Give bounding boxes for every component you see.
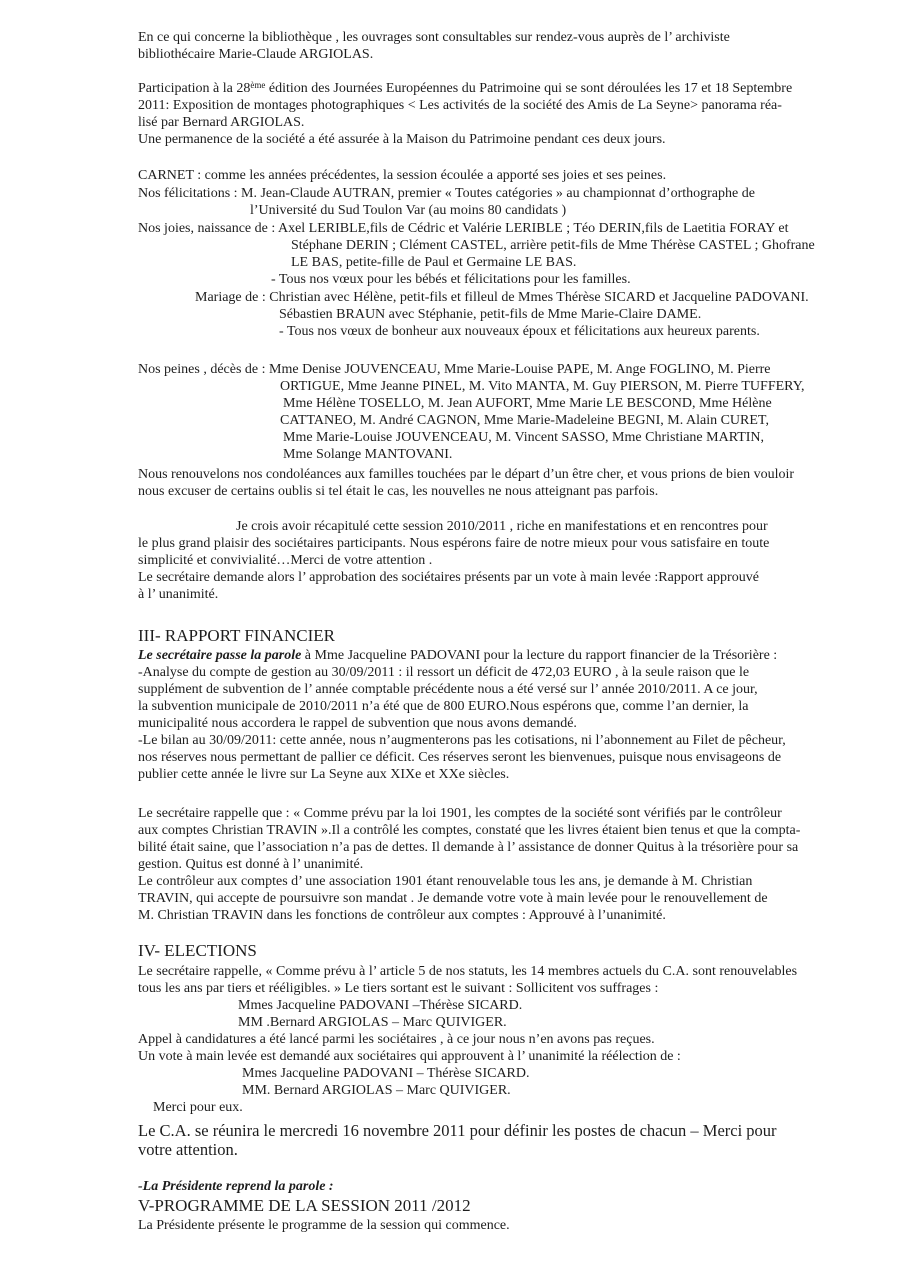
text-line: Nos peines , décès de : Mme Denise JOUVENCEAU, Mme Marie-Louise PAPE, M. Ange FOGLINO, M. Pierre [138,362,771,377]
recap-paragraph [138,518,868,603]
text-line: Je crois avoir récapitulé cette session 2010/2011 , riche en manifestations et en rencontres pour [236,519,768,534]
text-fragment: édition des Journées Européennes du Patrimoine qui se sont déroulées les 17 et 18 Septembre [265,81,793,96]
text-line: CATTANEO, M. André CAGNON, Mme Marie-Madeleine BEGNI, M. Alain CURET, [280,413,769,428]
text-line: MM. Bernard ARGIOLAS – Marc QUIVIGER. [242,1083,511,1098]
carnet-condoleances [138,466,868,500]
financier-paragraph [138,647,868,783]
text-line: Nos félicitations : M. Jean-Claude AUTRAN, premier « Toutes catégories » au championnat d’orthographe de [138,186,755,201]
text-line: Mme Marie-Louise JOUVENCEAU, M. Vincent SASSO, Mme Christiane MARTIN, [283,430,765,445]
text-line: ORTIGUE, Mme Jeanne PINEL, M. Vito MANTA, M. Guy PIERSON, M. Pierre TUFFERY, [280,379,805,394]
carnet-joies [138,220,868,288]
text-line: TRAVIN, qui accepte de poursuivre son mandat . Je demande votre vote à main levée pour le renouvellement de [138,891,768,906]
presidente-line: -La Présidente reprend la parole : [138,1179,334,1194]
text-line: aux comptes Christian TRAVIN ».Il a contrôlé les comptes, constaté que les livres étaient bien tenus et que la compta- [138,823,801,838]
carnet-peines [138,361,868,463]
library-paragraph [138,29,868,63]
text-line: Mmes Jacqueline PADOVANI –Thérèse SICARD. [238,998,523,1013]
text-line: nos réserves nous permettant de pallier ce déficit. Ces réserves seront les bienvenues, puisque nous envisageons de [138,750,782,765]
text-line: bilité était saine, que l’association n’a pas de dettes. Il demande à l’ assistance de donner Quitus à la trésorière pour sa [138,840,799,855]
text-line: Nous renouvelons nos condoléances aux familles touchées par le départ d’un être cher, et vous prions de bien vouloir [138,467,795,482]
section-heading-financier: III- RAPPORT FINANCIER [138,626,336,645]
controleur-paragraph [138,805,868,924]
text-line: nous excuser de certains oublis si tel était le cas, les nouvelles ne nous atteignant pas parfois. [138,484,659,499]
carnet-felicitations [138,185,868,219]
text-line: En ce qui concerne la bibliothèque , les ouvrages sont consultables sur rendez-vous auprès de l’ archiviste [138,30,730,45]
text-line: Appel à candidatures a été lancé parmi les sociétaires , à ce jour nous n’en avons pas reçues. [138,1032,655,1047]
bold-intro: Le secrétaire passe la parole [138,648,302,663]
text-line: Stéphane DERIN ; Clément CASTEL, arrière petit-fils de Mme Thérèse CASTEL ; Ghofrane [291,238,815,253]
section-heading-elections: IV- ELECTIONS [138,941,257,960]
text-line: Mmes Jacqueline PADOVANI – Thérèse SICARD. [242,1066,530,1081]
text-line: bibliothécaire Marie-Claude ARGIOLAS. [138,47,374,62]
text-line: Le C.A. se réunira le mercredi 16 novembre 2011 pour définir les postes de chacun – Merci pour [138,1121,777,1140]
text-line: LE BAS, petite-fille de Paul et Germaine LE BAS. [291,255,577,270]
text-line: à l’ unanimité. [138,587,219,602]
text-line: tous les ans par tiers et rééligibles. » Le tiers sortant est le suivant : Sollicitent vos suffrages : [138,981,659,996]
text-line: publier cette année le livre sur La Seyne aux XIXe et XXe siècles. [138,767,510,782]
carnet-intro [138,167,868,184]
text-line: Le secrétaire rappelle que : « Comme prévu par la loi 1901, les comptes de la société sont vérifiés par le contrôleur [138,806,782,821]
text-line: Le secrétaire demande alors l’ approbation des sociétaires présents par un vote à main levée :Rapport approuvé [138,570,759,585]
text-line: Mme Hélène TOSELLO, M. Jean AUFORT, Mme Marie LE BESCOND, Mme Hélène [283,396,772,411]
text-line: Nos joies, naissance de : Axel LERIBLE,fils de Cédric et Valérie LERIBLE ; Téo DERIN,fils de Laetitia FORAY et [138,221,789,236]
text-line: municipalité nous accordera le rappel de subvention que nous avons demandé. [138,716,577,731]
text-line: Une permanence de la société a été assurée à la Maison du Patrimoine pendant ces deux jours. [138,132,666,147]
text-line: Le secrétaire rappelle, « Comme prévu à l’ article 5 de nos statuts, les 14 membres actuels du C.A. sont renouvelables [138,964,798,979]
text-line: lisé par Bernard ARGIOLAS. [138,115,305,130]
text-line: Mariage de : Christian avec Hélène, petit-fils et filleul de Mmes Thérèse SICARD et Jacqueline PADOVANI. [195,290,809,305]
text-line: gestion. Quitus est donné à l’ unanimité. [138,857,364,872]
text-fragment: à Mme Jacqueline PADOVANI pour la lecture du rapport financier de la Trésorière : [301,648,778,663]
text-line: Le contrôleur aux comptes d’ une association 1901 étant renouvelable tous les ans, je demande à M. Christian [138,874,753,889]
text-line: votre attention. [138,1140,238,1159]
text-line: -Analyse du compte de gestion au 30/09/2011 : il ressort un déficit de 472,03 EURO , à la seule raison que le [138,665,750,680]
superscript: ème [250,80,266,90]
ca-announcement [138,1121,868,1159]
elections-paragraph [138,963,868,1116]
text-line: Un vote à main levée est demandé aux sociétaires qui approuvent à l’ unanimité la réélection de : [138,1049,681,1064]
text-line: - Tous nos vœux de bonheur aux nouveaux époux et félicitations aux heureux parents. [279,324,760,339]
text-line: simplicité et convivialité…Merci de votre attention . [138,553,433,568]
text-line: CARNET : comme les années précédentes, la session écoulée a apporté ses joies et ses peines. [138,168,667,183]
text-line: 2011: Exposition de montages photographiques < Les activités de la société des Amis de La Seyne> panorama réa- [138,98,782,113]
text-line: MM .Bernard ARGIOLAS – Marc QUIVIGER. [238,1015,507,1030]
text-line: M. Christian TRAVIN dans les fonctions de contrôleur aux comptes : Approuvé à l’unanimité. [138,908,666,923]
programme-intro: La Présidente présente le programme de la session qui commence. [138,1218,510,1233]
text-line: le plus grand plaisir des sociétaires participants. Nous espérons faire de notre mieux pour vous satisfaire en toute [138,536,770,551]
text-fragment: Participation à la 28 [138,81,251,96]
text-line: -Le bilan au 30/09/2011: cette année, nous n’augmenterons pas les cotisations, ni l’abonnement au Filet de pêcheur, [138,733,786,748]
text-line [138,80,868,97]
text-line [138,647,868,664]
text-line: l’Université du Sud Toulon Var (au moins 80 candidats ) [250,203,567,218]
carnet-mariage [138,289,868,340]
section-heading-programme: V-PROGRAMME DE LA SESSION 2011 /2012 [138,1196,471,1215]
text-line: Mme Solange MANTOVANI. [283,447,453,462]
text-line: la subvention municipale de 2010/2011 n’a été que de 800 EURO.Nous espérons que, comme l’an dernier, la [138,699,749,714]
text-line: - Tous nos vœux pour les bébés et félicitations pour les familles. [271,272,631,287]
heritage-paragraph [138,80,868,148]
text-line: supplément de subvention de l’ année comptable précédente nous a été versé sur l’ année 2010/2011. A ce jour, [138,682,758,697]
text-line: Sébastien BRAUN avec Stéphanie, petit-fils de Mme Marie-Claire DAME. [279,307,702,322]
text-line: Merci pour eux. [153,1100,243,1115]
